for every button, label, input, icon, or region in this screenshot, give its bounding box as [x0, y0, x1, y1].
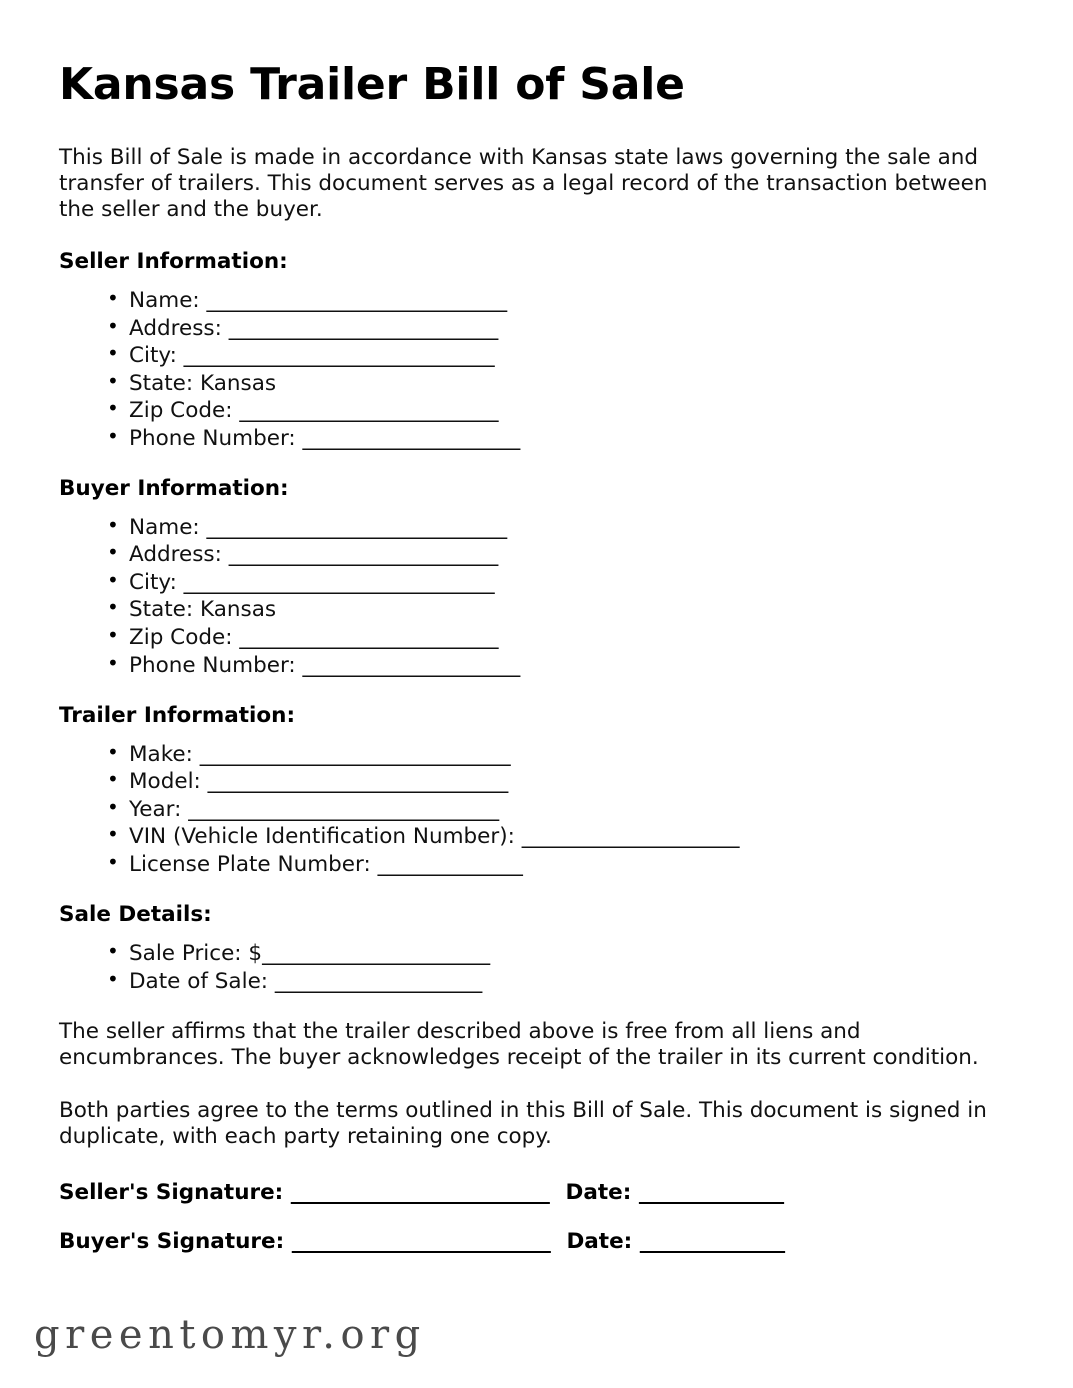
field-blank-line[interactable]: ______________________________	[183, 569, 495, 595]
field-blank-line[interactable]: _____________________________	[206, 288, 507, 314]
field-label: Make:	[129, 741, 193, 767]
field-list	[59, 287, 1011, 452]
section-heading: Seller Information:	[59, 249, 288, 275]
field-blank-line[interactable]: __________________________	[228, 542, 498, 568]
date-label: Date:	[566, 1228, 633, 1254]
closing-paragraph-2: Both parties agree to the terms outlined in this Bill of Sale. This document is signed in duplicate, with each party retaining one copy.	[59, 1097, 987, 1149]
field-row	[107, 851, 1011, 879]
closing-paragraph-1: The seller affirms that the trailer described above is free from all liens and encumbrances. The buyer acknowledges receipt of the trailer in its current condition.	[59, 1019, 979, 1071]
field-label: Name:	[129, 514, 200, 540]
field-list	[59, 514, 1011, 679]
field-row	[107, 596, 1011, 624]
site-watermark: greentomyr.org	[34, 1312, 426, 1358]
field-blank-line[interactable]: _____________________	[302, 425, 520, 451]
intro-paragraph: This Bill of Sale is made in accordance with Kansas state laws governing the sale and transfer of trailers. This document serves as a legal record of the transaction between the seller and the buyer.	[59, 144, 988, 223]
field-label: City:	[129, 569, 177, 595]
sections-container	[59, 249, 1011, 995]
field-label: Date of Sale:	[129, 968, 269, 994]
field-label: Address:	[129, 542, 222, 568]
section-heading: Trailer Information:	[59, 703, 296, 729]
field-row	[107, 397, 1011, 425]
field-blank-line[interactable]: ______________________________	[183, 343, 495, 369]
field-value: Kansas	[200, 597, 277, 623]
field-row	[107, 624, 1011, 652]
signature-label: Seller's Signature:	[59, 1180, 284, 1206]
field-row	[107, 425, 1011, 453]
field-blank-line[interactable]: ______________________	[262, 941, 490, 967]
signature-block	[59, 1180, 1011, 1256]
date-blank-line[interactable]: ______________	[639, 1228, 785, 1254]
field-row	[107, 652, 1011, 680]
field-row	[107, 342, 1011, 370]
field-blank-line[interactable]: _________________________	[239, 625, 499, 650]
field-label: State:	[129, 370, 194, 396]
field-row	[107, 370, 1011, 398]
field-blank-line[interactable]: _________________________	[239, 398, 499, 424]
field-blank-line[interactable]: ______________________________	[199, 741, 511, 767]
field-row	[107, 768, 1011, 796]
section-heading: Buyer Information:	[59, 476, 289, 502]
field-row	[107, 741, 1011, 769]
field-blank-line[interactable]: ______________________________	[188, 796, 499, 822]
section-heading: Sale Details:	[59, 902, 212, 928]
field-label: City:	[129, 343, 177, 369]
field-label: VIN (Vehicle Identification Number):	[129, 824, 515, 850]
field-label: Zip Code:	[129, 625, 233, 650]
field-list	[59, 940, 1011, 995]
signature-label: Buyer's Signature:	[59, 1228, 285, 1254]
field-label: State:	[129, 597, 194, 623]
date-label: Date:	[565, 1180, 632, 1206]
field-blank-line[interactable]: _____________________	[302, 652, 520, 678]
field-label: Address:	[129, 315, 222, 341]
field-row	[107, 796, 1011, 824]
field-value: Kansas	[200, 370, 277, 396]
field-row	[107, 823, 1011, 851]
field-row	[107, 287, 1011, 315]
field-row	[107, 569, 1011, 597]
field-blank-line[interactable]: __________________________	[228, 315, 498, 341]
field-label: Model:	[129, 769, 201, 795]
field-label: Phone Number:	[129, 652, 296, 678]
field-row	[107, 541, 1011, 569]
field-row	[107, 514, 1011, 542]
field-label: Sale Price: $	[129, 941, 263, 967]
field-label: Zip Code:	[129, 398, 233, 424]
field-label: Year:	[129, 796, 182, 822]
date-blank-line[interactable]: ______________	[638, 1180, 784, 1206]
signature-row	[59, 1229, 1011, 1256]
field-label: Phone Number:	[129, 425, 296, 451]
field-blank-line[interactable]: _____________________________	[207, 769, 508, 795]
signature-blank-line[interactable]: _________________________	[291, 1228, 551, 1254]
field-label: License Plate Number:	[129, 851, 371, 877]
field-blank-line[interactable]: _____________________	[521, 824, 740, 850]
page-title: Kansas Trailer Bill of Sale	[59, 59, 685, 110]
field-blank-line[interactable]: ____________________	[274, 968, 482, 994]
signature-row	[59, 1180, 1011, 1207]
field-list	[59, 741, 1011, 879]
field-row	[107, 968, 1011, 996]
signature-blank-line[interactable]: _________________________	[290, 1180, 550, 1206]
document-content	[59, 60, 1011, 1278]
field-row	[107, 315, 1011, 343]
field-label: Name:	[129, 288, 200, 314]
field-row	[107, 940, 1011, 968]
field-blank-line[interactable]: _____________________________	[206, 514, 507, 540]
field-blank-line[interactable]: ______________	[377, 851, 523, 877]
